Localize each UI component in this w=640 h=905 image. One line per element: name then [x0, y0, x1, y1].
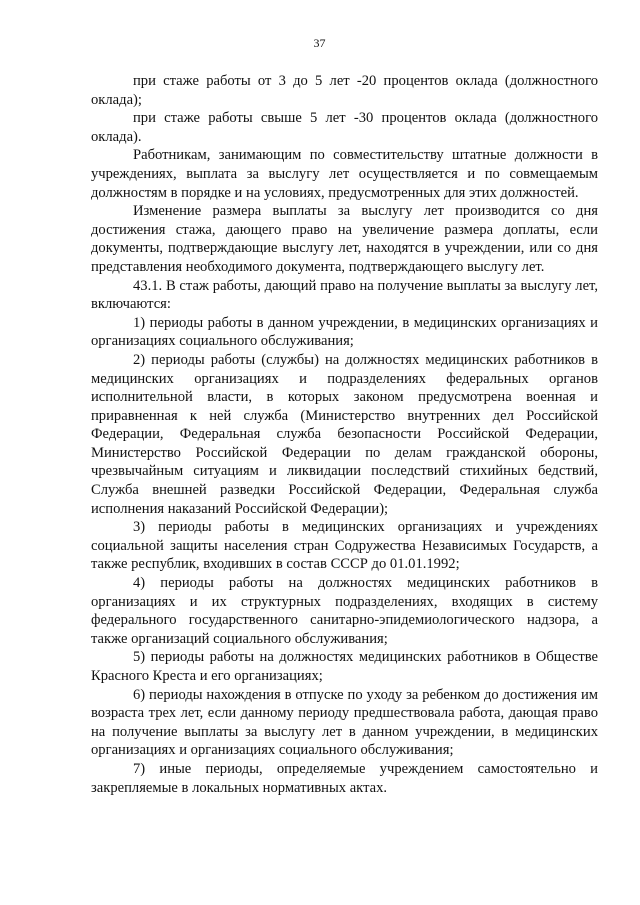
list-item-3: 3) периоды работы в медицинских организациях и учреждениях социальной защиты населения стран Содружества Независимых Государств, а также республик, входивших в состав СССР до 01.01.1992;	[91, 519, 598, 573]
paragraph-clause-43-1: 43.1. В стаж работы, дающий право на получение выплаты за выслугу лет, включаются:	[91, 277, 598, 313]
list-item-7: 7) иные периоды, определяемые учреждением самостоятельно и закрепляемые в локальных нормативных актах.	[91, 760, 598, 796]
page-number: 37	[313, 36, 326, 50]
paragraph-salary-over-5-years: при стаже работы свыше 5 лет -30 процентов оклада (должностного оклада).	[91, 110, 598, 145]
list-item-6: 6) периоды нахождения в отпуске по уходу за ребенком до достижения им возраста трех лет, если данному периоду предшествовала работа, дающая право на получение выплаты за выслугу лет в данном учреждении, в медицинских организациях и организациях социального обслуживания;	[91, 686, 598, 759]
list-item-4: 4) периоды работы на должностях медицинских работников в организациях и их структурных подразделениях, входящих в систему федерального государственного санитарно-эпидемиологического надзора, а также организаций социального обслуживания;	[91, 575, 598, 647]
list-item-1: 1) периоды работы в данном учреждении, в медицинских организациях и организациях социального обслуживания;	[91, 314, 598, 350]
list-item-2: 2) периоды работы (службы) на должностях медицинских работников в медицинских организациях и подразделениях федеральных органов исполнительной власти, в которых законом предусмотрена военная и приравненная к ней служба (Министерство внутренних дел Российской Федерации, Федеральная служба безопасности Российской Федерации, Министерство Российской Федерации по делам гражданской обороны, чрезвычайным ситуациям и ликвидации последствий стихийных бедствий, Служба внешней разведки Российской Федерации, Федеральная служба исполнения наказаний Российской Федерации);	[91, 351, 598, 517]
list-item-5: 5) периоды работы на должностях медицинских работников в Обществе Красного Креста и его организациях;	[91, 649, 598, 684]
paragraph-salary-3-5-years: при стаже работы от 3 до 5 лет -20 процентов оклада (должностного оклада);	[91, 73, 598, 108]
paragraph-part-time-workers: Работникам, занимающим по совместительству штатные должности в учреждениях, выплата за выслугу лет осуществляется и по совмещаемым должностям в порядке и на условиях, предусмотренных для этих должностей.	[91, 147, 598, 201]
paragraph-payment-change: Изменение размера выплаты за выслугу лет производится со дня достижения стажа, дающего право на увеличение размера доплаты, если документы, подтверждающие выслугу лет, находятся в учреждении, или со дня представления необходимого документа, подтверждающего выслугу лет.	[91, 203, 598, 275]
